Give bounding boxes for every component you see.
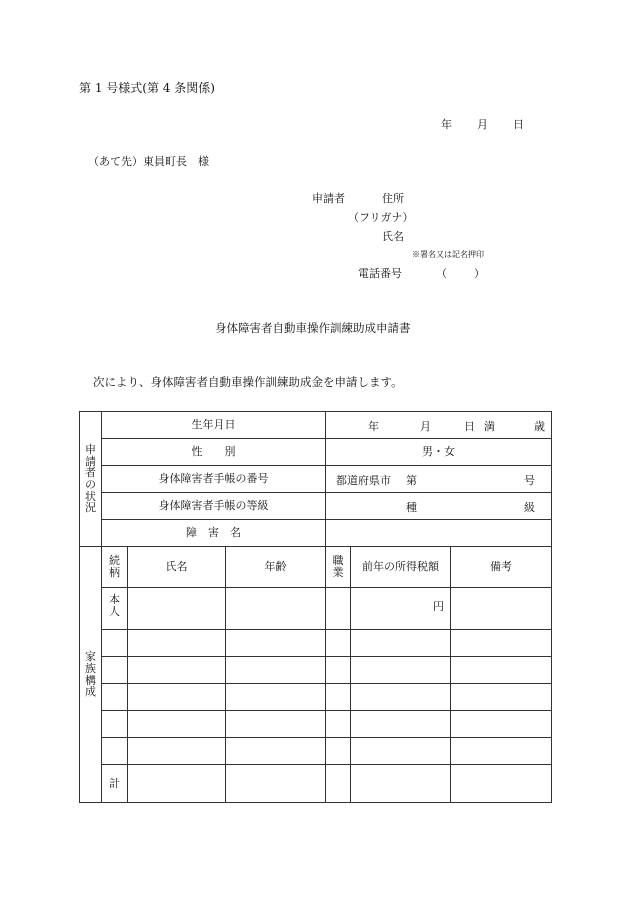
remarks-field[interactable]: [451, 630, 552, 657]
name-field[interactable]: [128, 630, 226, 657]
name-field[interactable]: [128, 657, 226, 684]
self-relation-label: 本 人: [102, 588, 128, 630]
self-income-field[interactable]: [351, 588, 451, 630]
family-row: [80, 630, 552, 657]
family-total-row: [80, 765, 552, 803]
applicant-status-side-label: 申 請 者 の 状 況: [80, 412, 102, 547]
total-age-field[interactable]: [226, 765, 326, 803]
gender-label: 性 別: [102, 439, 326, 466]
relation-field[interactable]: [102, 657, 128, 684]
gender-value[interactable]: 男・女: [326, 439, 552, 466]
income-field[interactable]: [351, 738, 451, 765]
address-label: 住所: [382, 192, 404, 205]
furigana-label: （フリガナ）: [348, 211, 414, 224]
signature-note: ※署名又は記名押印: [412, 250, 484, 259]
certificate-number-label: 身体障害者手帳の番号: [102, 466, 326, 493]
family-row-self: [80, 588, 552, 630]
income-field[interactable]: [351, 630, 451, 657]
age-field[interactable]: [226, 684, 326, 711]
total-remarks-field[interactable]: [451, 765, 552, 803]
application-form-table: [79, 411, 552, 803]
income-tax-header: 前年の所得税額: [351, 547, 451, 588]
relation-field[interactable]: [102, 630, 128, 657]
total-name-field[interactable]: [128, 765, 226, 803]
total-occupation-field[interactable]: [326, 765, 351, 803]
occupation-field[interactable]: [326, 684, 351, 711]
remarks-field[interactable]: [451, 657, 552, 684]
total-income-field[interactable]: [351, 765, 451, 803]
age-field[interactable]: [226, 630, 326, 657]
income-field[interactable]: [351, 711, 451, 738]
certificate-grade-field[interactable]: 種 級: [326, 493, 552, 520]
remarks-field[interactable]: [451, 711, 552, 738]
intro-text: 次により、身体障害者自動車操作訓練助成金を申請します。: [93, 375, 403, 389]
phone-label: 電話番号: [358, 267, 402, 280]
self-remarks-field[interactable]: [451, 588, 552, 630]
name-header: 氏名: [128, 547, 226, 588]
relation-field[interactable]: [102, 711, 128, 738]
age-field[interactable]: [226, 711, 326, 738]
self-age-field[interactable]: [226, 588, 326, 630]
family-row: [80, 738, 552, 765]
self-occupation-field[interactable]: [326, 588, 351, 630]
phone-paren-open: （: [436, 267, 447, 280]
yen-unit: 円: [433, 600, 444, 613]
income-field[interactable]: [351, 657, 451, 684]
date-year: 年: [441, 118, 452, 131]
date-day: 日: [513, 118, 524, 131]
addressee: （あて先）東員町長 様: [88, 155, 209, 168]
remarks-field[interactable]: [451, 738, 552, 765]
occupation-field[interactable]: [326, 738, 351, 765]
disability-label: 障 害 名: [102, 520, 326, 547]
relation-header: 続 柄: [102, 547, 128, 588]
relation-field[interactable]: [102, 738, 128, 765]
certificate-grade-row: [80, 493, 552, 520]
age-field[interactable]: [226, 738, 326, 765]
name-field[interactable]: [128, 711, 226, 738]
relation-field[interactable]: [102, 684, 128, 711]
family-row: [80, 711, 552, 738]
remarks-field[interactable]: [451, 684, 552, 711]
applicant-label: 申請者: [312, 192, 345, 205]
certificate-number-field[interactable]: 都道府県市 第 号: [326, 466, 552, 493]
disability-row: [80, 520, 552, 547]
name-field[interactable]: [128, 738, 226, 765]
family-side-label: 家 族 構 成: [80, 547, 102, 803]
family-header-row: [80, 547, 552, 588]
birth-row: [80, 412, 552, 439]
occupation-header: 職 業: [326, 547, 351, 588]
age-field[interactable]: [226, 657, 326, 684]
family-row: [80, 657, 552, 684]
occupation-field[interactable]: [326, 630, 351, 657]
birth-label: 生年月日: [102, 412, 326, 439]
income-field[interactable]: [351, 684, 451, 711]
phone-paren-close: ）: [474, 267, 485, 280]
remarks-header: 備考: [451, 547, 552, 588]
form-number: 第 1 号様式(第 4 条関係): [79, 81, 215, 95]
family-row: [80, 684, 552, 711]
disability-field[interactable]: [326, 520, 552, 547]
name-label: 氏名: [382, 230, 404, 243]
total-label: 計: [102, 765, 128, 803]
certificate-grade-label: 身体障害者手帳の等級: [102, 493, 326, 520]
date-month: 月: [477, 118, 488, 131]
certificate-number-row: [80, 466, 552, 493]
document-title: 身体障害者自動車操作訓練助成申請書: [215, 321, 411, 335]
name-field[interactable]: [128, 684, 226, 711]
occupation-field[interactable]: [326, 711, 351, 738]
self-name-field[interactable]: [128, 588, 226, 630]
age-header: 年齢: [226, 547, 326, 588]
birth-value-field[interactable]: 年 月 日 満 歳: [326, 412, 552, 439]
gender-row: [80, 439, 552, 466]
occupation-field[interactable]: [326, 657, 351, 684]
